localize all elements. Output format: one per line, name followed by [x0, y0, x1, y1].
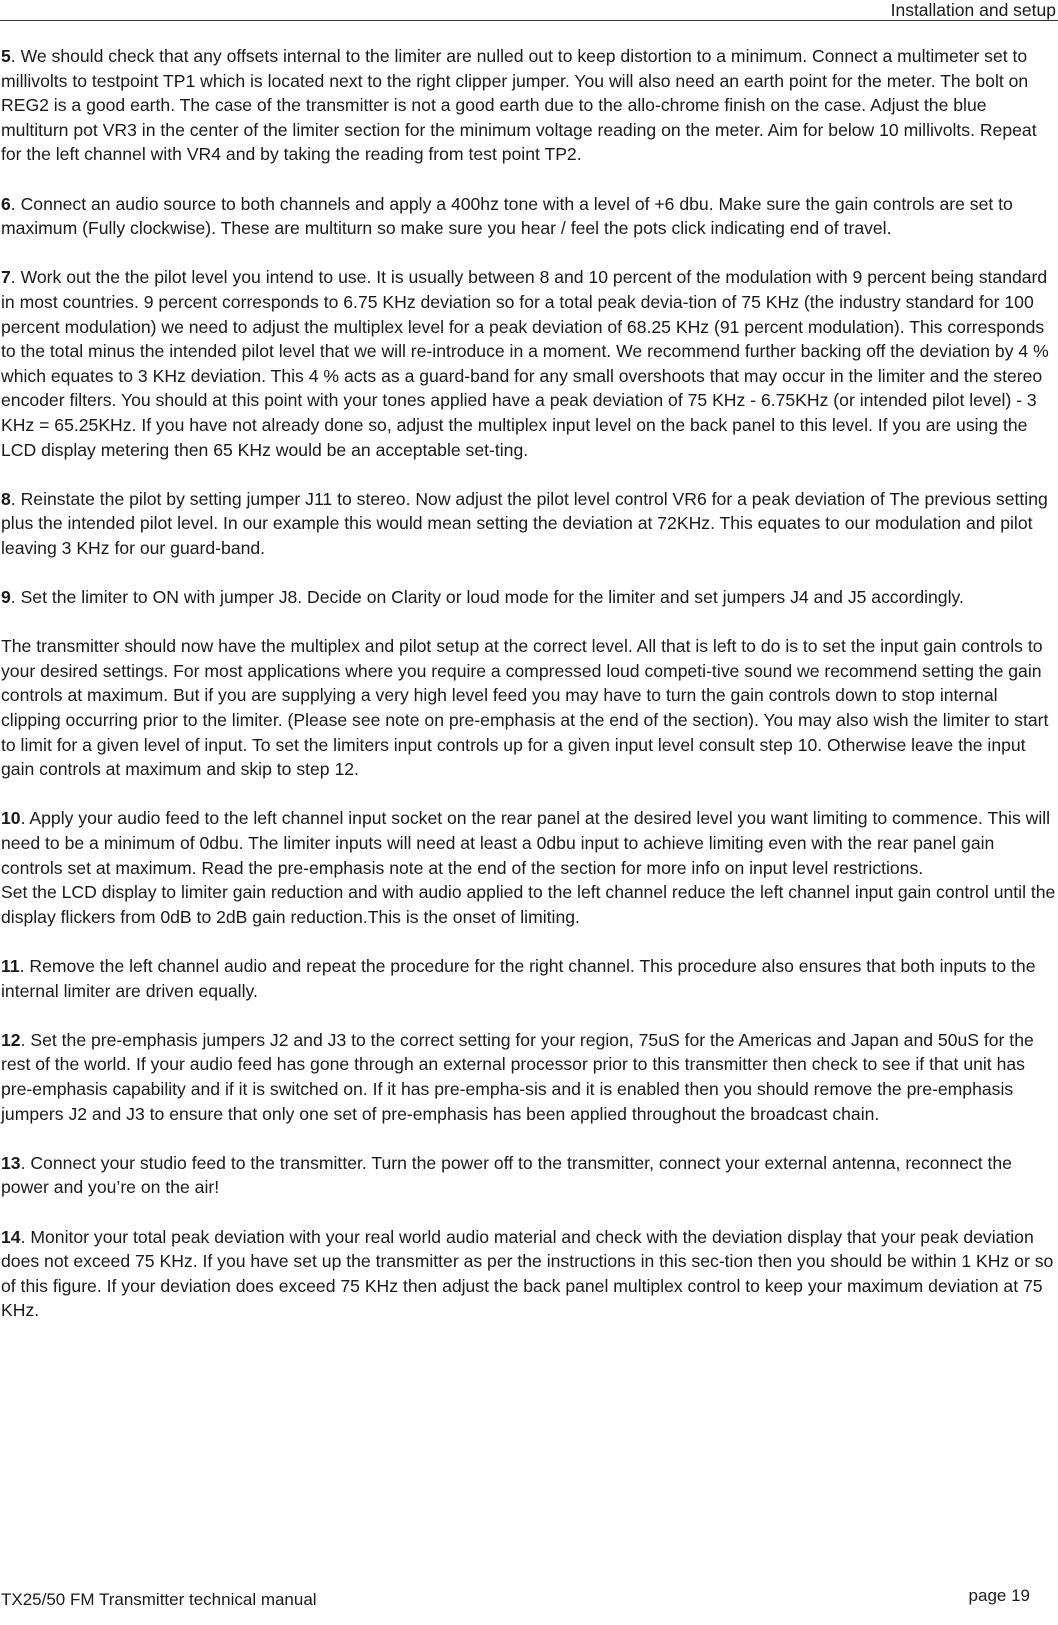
step-text: . Remove the left channel audio and repeat the procedure for the right channel. This procedure also ensures that both inputs to the internal limiter are driven equally. — [1, 955, 1036, 1001]
step-number: 8 — [1, 488, 11, 509]
step-text: . Set the limiter to ON with jumper J8. Decide on Clarity or loud mode for the limiter and set jumpers J4 and J5 accordingly. — [10, 587, 964, 608]
step-number: 6 — [1, 193, 11, 214]
step-text: . Reinstate the pilot by setting jumper J11 to stereo. Now adjust the pilot level control VR6 for a peak deviation of The previous setting plus the intended pilot level. In our example this would mean setting the deviation at 72KHz. This equates to our modulation and pilot leaving 3 KHz for our guard-band. — [1, 488, 1048, 558]
step-text: . Apply your audio feed to the left channel input socket on the rear panel at the desired level you want limiting to commence. This will need to be a minimum of 0dbu. The limiter inputs will need at least a 0dbu input to achieve limiting even with the rear panel gain controls set at maximum. Read the pre-emphasis note at the end of the section for more info on input level restrictions. — [1, 808, 1051, 878]
page-number: page 19 — [968, 1586, 1030, 1605]
step-number: 7 — [1, 267, 11, 288]
step-11 — [1, 954, 1056, 1003]
step-text-continued: Set the LCD display to limiter gain reduction and with audio applied to the left channel reduce the left channel input gain control until the display flickers from 0dB to 2dB gain reduction.This is the onset of limiting. — [1, 882, 1056, 927]
step-8 — [1, 487, 1056, 561]
section-title: Installation and setup — [890, 0, 1056, 20]
manual-title: TX25/50 FM Transmitter technical manual — [1, 1590, 317, 1609]
step-10 — [1, 806, 1056, 929]
step-text: . Monitor your total peak deviation with your real world audio material and check with the deviation display that your peak deviation does not exceed 75 KHz. If you have set up the transmitter as per the instructions in this sec-tion then you should be within 1 KHz or so of this figure. If your deviation does exceed 75 KHz then adjust the back panel multiplex control to keep your maximum deviation at 75 KHz. — [1, 1226, 1054, 1321]
step-text: . Connect an audio source to both channels and apply a 400hz tone with a level of +6 dbu. Make sure the gain controls are set to maximum (Fully clockwise). These are multiturn so make sure you hear / feel the pots click indicating end of travel. — [1, 193, 1013, 239]
document-body — [1, 44, 1056, 1347]
step-text: . Connect your studio feed to the transmitter. Turn the power off to the transmitter, connect your external antenna, reconnect the power and you’re on the air! — [1, 1152, 1012, 1198]
step-14 — [1, 1225, 1056, 1323]
step-text: . Set the pre-emphasis jumpers J2 and J3 to the correct setting for your region, 75uS for the Americas and Japan and 50uS for the rest of the world. If your audio feed has gone through an external processor prior to this transmitter then check to see if that unit has pre-emphasis capability and if it is switched on. If it has pre-empha-sis and it is enabled then you should remove the pre-emphasis jumpers J2 and J3 to ensure that only one set of pre-emphasis has been applied throughout the broadcast chain. — [1, 1029, 1034, 1124]
step-number: 12 — [1, 1029, 21, 1050]
step-7 — [1, 265, 1056, 462]
step-number: 13 — [1, 1152, 21, 1173]
step-12 — [1, 1028, 1056, 1126]
step-5 — [1, 44, 1056, 167]
step-number: 14 — [1, 1226, 21, 1247]
step-number: 10 — [1, 808, 21, 829]
step-number: 5 — [1, 46, 11, 66]
step-9 — [1, 585, 1056, 610]
step-13 — [1, 1151, 1056, 1200]
gain-setup-note: The transmitter should now have the multiplex and pilot setup at the correct level. All that is left to do is to set the input gain controls to your desired settings. For most applications where you require a compressed loud competi-tive sound we recommend setting the gain controls at maximum. But if you are supplying a very high level feed you may have to turn the gain controls down to stop internal clipping occurring prior to the limiter. (Please see note on pre-emphasis at the end of the section). You may also wish the limiter to start to limit for a given level of input. To set the limiters input controls up for a given input level consult step 10. Otherwise leave the input gain controls at maximum and skip to step 12. — [1, 636, 1049, 780]
step-number: 11 — [1, 955, 20, 976]
step-6 — [1, 192, 1056, 241]
step-number: 9 — [1, 587, 11, 608]
step-text: . We should check that any offsets internal to the limiter are nulled out to keep distortion to a minimum. Connect a multimeter set to millivolts to testpoint TP1 which is located next to the right clipper jumper. You will also need an earth point for the meter. The bolt on REG2 is a good earth. The case of the transmitter is not a good earth due to the allo-chrome finish on the case. Adjust the blue multiturn pot VR3 in the center of the limiter section for the minimum voltage reading on the meter. Aim for below 10 millivolts. Repeat for the left channel with VR4 and by taking the reading from test point TP2. — [1, 46, 1037, 165]
page-header — [0, 0, 1058, 21]
step-text: . Work out the the pilot level you intend to use. It is usually between 8 and 10 percent of the modulation with 9 percent being standard in most countries. 9 percent corresponds to 6.75 KHz deviation so for a total peak devia-tion of 75 KHz (the industry standard for 100 percent modulation) we need to adjust the multiplex level for a peak deviation of 68.25 KHz (91 percent modulation). This corresponds to the total minus the intended pilot level that we will re-introduce in a moment. We recommend further backing off the deviation by 4 % which equates to 3 KHz deviation. This 4 % acts as a guard-band for any small overshoots that may occur in the limiter and the stereo encoder filters. You should at this point with your tones applied have a peak deviation of 75 KHz - 6.75KHz (or intended pilot level) - 3 KHz = 65.25KHz. If you have not already done so, adjust the multiplex input level on the back panel to this level. If you are using the LCD display metering then 65 KHz would be an acceptable set-ting. — [1, 267, 1049, 460]
